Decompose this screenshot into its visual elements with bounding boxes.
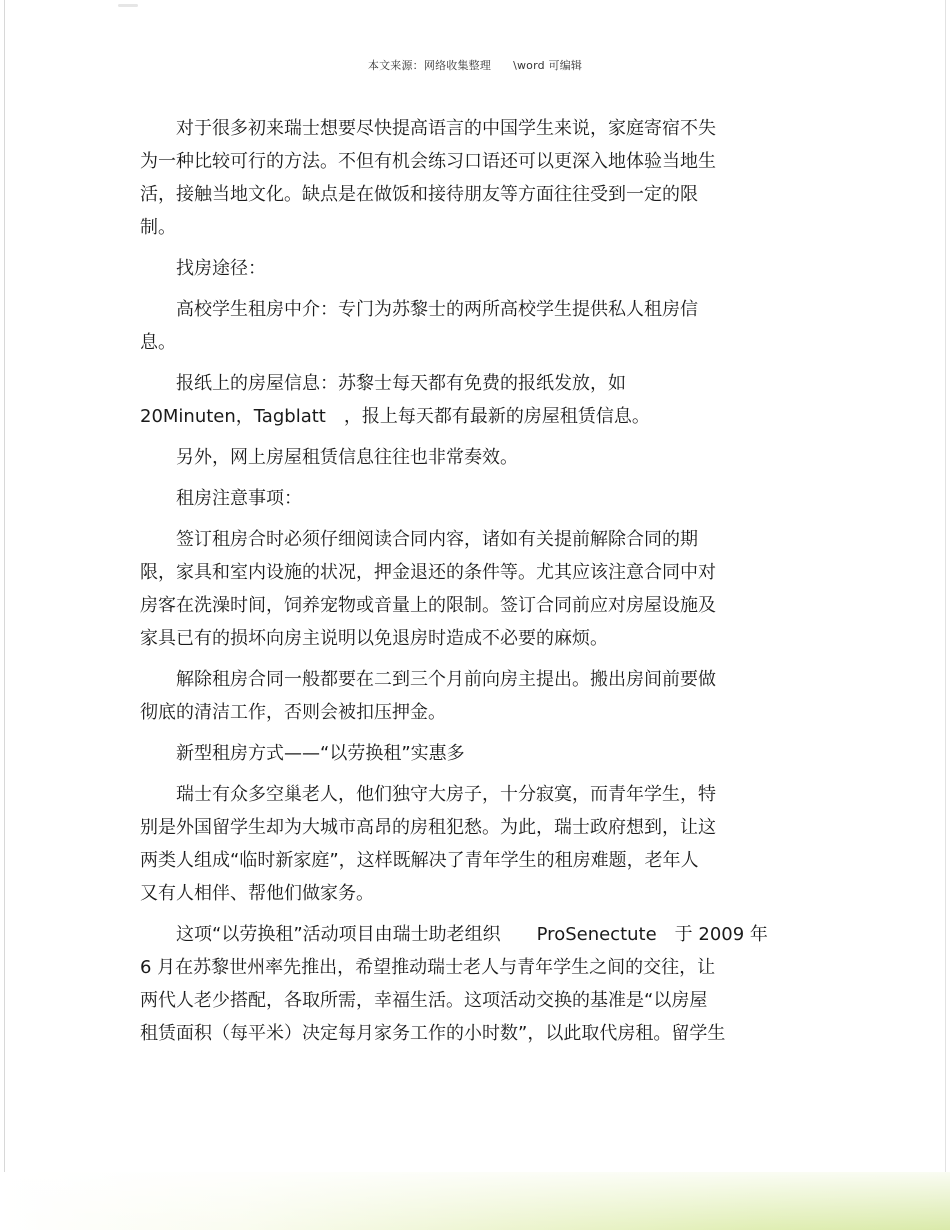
scan-mark (118, 4, 138, 7)
text-line: 家具已有的损坏向房主说明以免退房时造成不必要的麻烦。 (140, 628, 608, 649)
text-line: 活，接触当地文化。缺点是在做饭和接待朋友等方面往往受到一定的限 (140, 184, 698, 205)
page-right-edge (945, 0, 946, 1230)
text-line: 限，家具和室内设施的状况，押金退还的条件等。尤其应该注意合同中对 (140, 562, 716, 583)
text-line: 房客在洗澡时间，饲养宠物或音量上的限制。签订合同前应对房屋设施及 (140, 595, 716, 616)
text-line: 租赁面积（每平米）决定每月家务工作的小时数”，以此取代房租。留学生 (140, 1023, 726, 1044)
text-line: 对于很多初来瑞士想要尽快提高语言的中国学生来说，家庭寄宿不失 (176, 118, 716, 139)
text-line: 两类人组成“临时新家庭”，这样既解决了青年学生的租房难题，老年人 (140, 850, 699, 871)
text-line: 20Minuten，Tagblatt ，报上每天都有最新的房屋租赁信息。 (140, 406, 650, 427)
paragraph-online-listings (140, 441, 780, 474)
paragraph-prosenectute-project (140, 918, 780, 1050)
footer-decoration (0, 1172, 950, 1230)
heading-rental-notes (140, 482, 780, 515)
page-header (0, 57, 950, 73)
document-body (140, 112, 780, 1058)
heading-new-rental-model (140, 737, 780, 770)
text-line: 租房注意事项： (176, 488, 302, 509)
text-line: 别是外国留学生却为大城市高昂的房租犯愁。为此，瑞士政府想到，让这 (140, 817, 716, 838)
text-line: 息。 (140, 332, 176, 353)
text-line: 高校学生租房中介：专门为苏黎士的两所高校学生提供私人租房信 (176, 299, 698, 320)
text-line: 制。 (140, 217, 176, 238)
paragraph-contract-signing (140, 523, 780, 655)
header-source-label: 本文来源：网络收集整理 (367, 59, 492, 72)
paragraph-contract-termination (140, 663, 780, 729)
heading-housing-channels (140, 252, 780, 285)
header-word-label: \word 可编辑 (513, 59, 583, 72)
text-line: 签订租房合时必须仔细阅读合同内容，诸如有关提前解除合同的期 (176, 529, 698, 550)
paragraph-newspapers (140, 367, 780, 433)
text-line: 彻底的清洁工作，否则会被扣压押金。 (140, 702, 446, 723)
text-line: 瑞士有众多空巢老人，他们独守大房子，十分寂寞，而青年学生，特 (176, 784, 716, 805)
paragraph-homestay (140, 112, 780, 244)
text-line: 解除租房合同一般都要在二到三个月前向房主提出。搬出房间前要做 (176, 669, 716, 690)
paragraph-empty-nest-elders (140, 778, 780, 910)
paragraph-student-agency (140, 293, 780, 359)
text-line: 6 月在苏黎世州率先推出，希望推动瑞士老人与青年学生之间的交往，让 (140, 957, 716, 978)
text-line: 新型租房方式——“以劳换租”实惠多 (176, 743, 465, 764)
text-line: 找房途径： (176, 258, 266, 279)
text-line: 两代人老少搭配，各取所需，幸福生活。这项活动交换的基准是“以房屋 (140, 990, 708, 1011)
text-line: 这项“以劳换租”活动项目由瑞士助老组织 ProSenectute 于 2009 年 (176, 924, 768, 945)
text-line: 报纸上的房屋信息：苏黎士每天都有免费的报纸发放，如 (176, 373, 626, 394)
page-left-edge (4, 0, 5, 1230)
text-line: 又有人相伴、帮他们做家务。 (140, 883, 374, 904)
text-line: 为一种比较可行的方法。不但有机会练习口语还可以更深入地体验当地生 (140, 151, 716, 172)
text-line: 另外，网上房屋租赁信息往往也非常奏效。 (176, 447, 518, 468)
